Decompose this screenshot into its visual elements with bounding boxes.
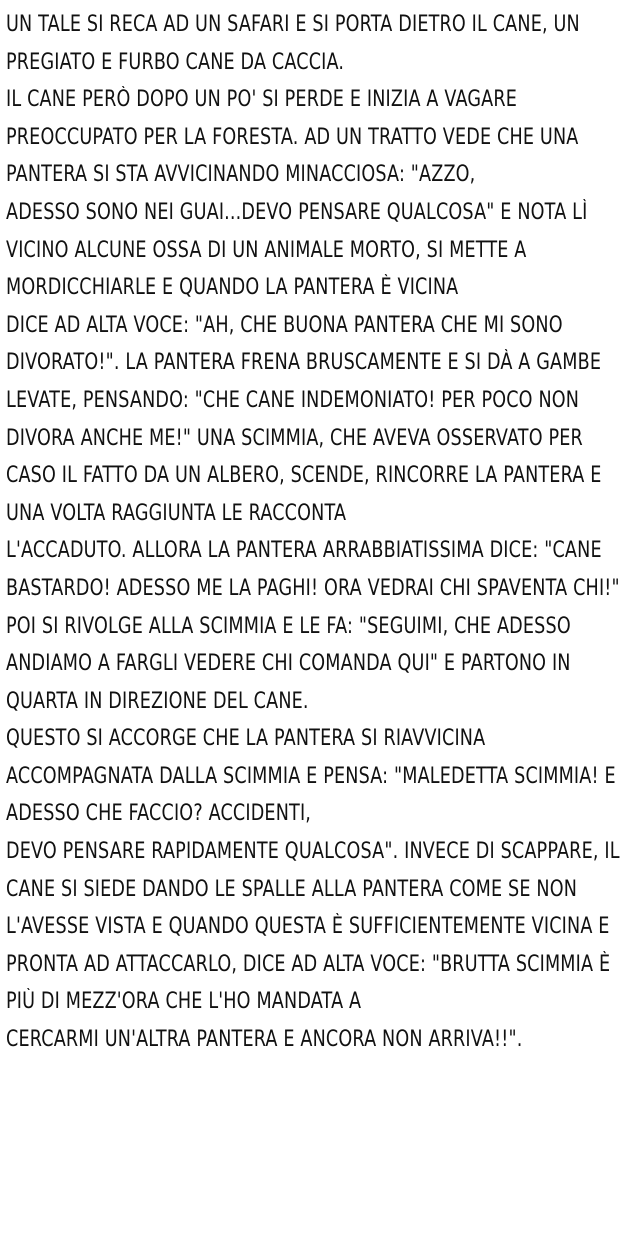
story-line: QUESTO SI ACCORGE CHE LA PANTERA SI RIAVVICINA <box>6 726 486 752</box>
story-line: IL CANE PERÒ DOPO UN PO' SI PERDE E INIZIA A VAGARE <box>6 87 518 113</box>
story-line: POI SI RIVOLGE ALLA SCIMMIA E LE FA: "SEGUIMI, CHE ADESSO <box>6 613 571 639</box>
story-line: PREOCCUPATO PER LA FORESTA. AD UN TRATTO VEDE CHE UNA <box>6 124 579 150</box>
story-line: L'AVESSE VISTA E QUANDO QUESTA È SUFFICIENTEMENTE VICINA E <box>6 914 610 940</box>
story-line: ANDIAMO A FARGLI VEDERE CHI COMANDA QUI" E PARTONO IN <box>6 651 571 677</box>
story-line: DIVORA ANCHE ME!" UNA SCIMMIA, CHE AVEVA OSSERVATO PER <box>6 425 583 451</box>
story-line: BASTARDO! ADESSO ME LA PAGHI! ORA VEDRAI CHI SPAVENTA CHI!" <box>6 575 620 601</box>
story-line: ACCOMPAGNATA DALLA SCIMMIA E PENSA: "MALEDETTA SCIMMIA! E <box>6 763 616 789</box>
story-line: DICE AD ALTA VOCE: "AH, CHE BUONA PANTERA CHE MI SONO <box>6 312 563 338</box>
story-line: CERCARMI UN'ALTRA PANTERA E ANCORA NON ARRIVA!!". <box>6 1027 523 1053</box>
story-line: MORDICCHIARLE E QUANDO LA PANTERA È VICINA <box>6 275 459 301</box>
story-line: CANE SI SIEDE DANDO LE SPALLE ALLA PANTERA COME SE NON <box>6 876 578 902</box>
story-line: VICINO ALCUNE OSSA DI UN ANIMALE MORTO, SI METTE A <box>6 237 527 263</box>
story-line: PIÙ DI MEZZ'ORA CHE L'HO MANDATA A <box>6 989 362 1015</box>
story-line: PREGIATO E FURBO CANE DA CACCIA. <box>6 49 345 75</box>
story-line: QUARTA IN DIREZIONE DEL CANE. <box>6 688 309 714</box>
story-line: UN TALE SI RECA AD UN SAFARI E SI PORTA DIETRO IL CANE, UN <box>6 12 580 37</box>
story-line: UNA VOLTA RAGGIUNTA LE RACCONTA <box>6 500 347 526</box>
story-line: PRONTA AD ATTACCARLO, DICE AD ALTA VOCE: "BRUTTA SCIMMIA È <box>6 951 611 977</box>
story-text <box>6 6 620 1059</box>
story-line: ADESSO SONO NEI GUAI...DEVO PENSARE QUALCOSA" E NOTA LÌ <box>6 199 588 225</box>
story-line: PANTERA SI STA AVVICINANDO MINACCIOSA: "AZZO, <box>6 162 476 188</box>
story-line: DEVO PENSARE RAPIDAMENTE QUALCOSA". INVECE DI SCAPPARE, IL <box>6 839 620 865</box>
story-line: DIVORATO!". LA PANTERA FRENA BRUSCAMENTE E SI DÀ A GAMBE <box>6 350 602 376</box>
story-line: LEVATE, PENSANDO: "CHE CANE INDEMONIATO! PER POCO NON <box>6 387 580 413</box>
story-line: ADESSO CHE FACCIO? ACCIDENTI, <box>6 801 312 827</box>
story-line: L'ACCADUTO. ALLORA LA PANTERA ARRABBIATISSIMA DICE: "CANE <box>6 538 602 564</box>
story-line: CASO IL FATTO DA UN ALBERO, SCENDE, RINCORRE LA PANTERA E <box>6 463 602 489</box>
